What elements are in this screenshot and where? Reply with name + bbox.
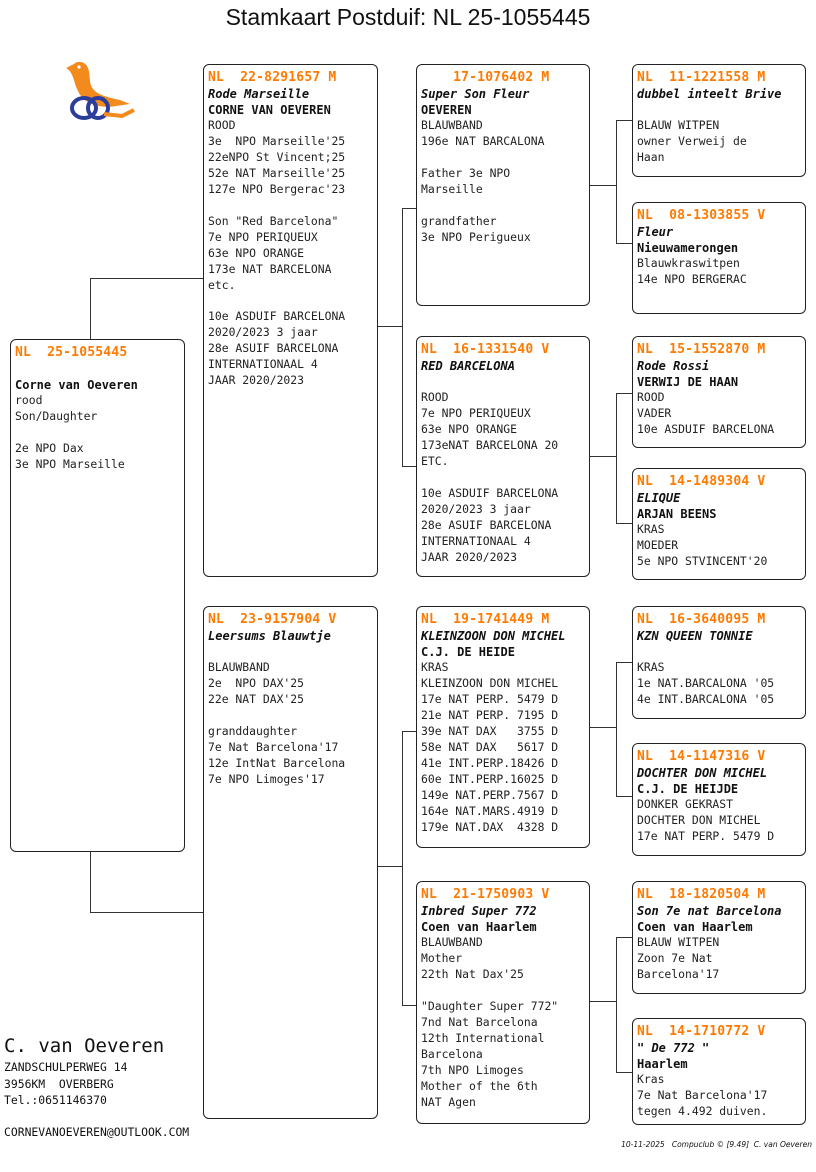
- owner-city: 3956KM OVERBERG: [4, 1077, 114, 1091]
- pigeon-name: DOCHTER DON MICHEL: [637, 766, 768, 780]
- ring-number: NL 11-1221558 M: [637, 70, 766, 85]
- owner-street: ZANDSCHULPERWEG 14: [4, 1060, 128, 1074]
- details: KRAS 1e NAT.BARCALONA '05 4e INT.BARCALONA '05: [637, 660, 775, 706]
- great-grandparent-card[interactable]: [632, 336, 806, 448]
- pigeon-name: Rode Rossi: [637, 359, 710, 373]
- connector-line: [402, 731, 416, 732]
- ring-number: NL 23-9157904 V: [208, 612, 337, 627]
- ring-number: NL 15-1552870 M: [637, 342, 766, 357]
- breeder: Coen van Haarlem: [421, 920, 537, 934]
- mother-card[interactable]: [203, 606, 378, 1119]
- ring-number: NL 16-3640095 M: [637, 612, 766, 627]
- ring-number: NL 14-1147316 V: [637, 749, 766, 764]
- breeder: [421, 374, 585, 390]
- details: BLAUW WITPEN Zoon 7e Nat Barcelona'17: [637, 935, 720, 981]
- ring-number: NL 21-1750903 V: [421, 887, 550, 902]
- page-title: Stamkaart Postduif: NL 25-1055445: [225, 4, 591, 30]
- connector-line: [402, 1005, 416, 1006]
- connector-line: [616, 393, 632, 394]
- breeder: [637, 102, 801, 118]
- connector-line: [589, 1001, 616, 1002]
- details: Kras 7e Nat Barcelona'17 tegen 4.492 duiven.: [637, 1072, 768, 1118]
- connector-line: [90, 912, 203, 913]
- pigeon-logo-icon: [58, 58, 138, 128]
- connector-line: [616, 120, 617, 243]
- ring-number: NL 19-1741449 M: [421, 612, 550, 627]
- details: ROOD 7e NPO PERIQUEUX 63e NPO ORANGE 173eNAT BARCELONA 20 ETC. 10e ASDUIF BARCELONA 2020/2023 3 jaar 28e ASUIF BARCELONA INTERNATIONAAL 4 JAAR 2020/2023: [421, 390, 559, 564]
- pigeon-name: Rode Marseille: [208, 87, 310, 101]
- connector-line: [402, 466, 416, 467]
- breeder: Corne van Oeveren: [15, 377, 138, 392]
- owner-phone: Tel.:0651146370: [4, 1093, 107, 1107]
- grandfather-maternal-card[interactable]: [416, 606, 590, 848]
- breeder: Haarlem: [637, 1057, 688, 1071]
- details: DONKER GEKRAST DOCHTER DON MICHEL 17e NAT PERP. 5479 D: [637, 797, 775, 843]
- grandfather-paternal-card[interactable]: [416, 64, 590, 306]
- pigeon-name: RED BARCELONA: [421, 359, 515, 373]
- pigeon-name: Super Son Fleur: [421, 87, 530, 101]
- details: Blauwkraswitpen 14e NPO BERGERAC: [637, 256, 747, 286]
- breeder: VERWIJ DE HAAN: [637, 375, 739, 389]
- connector-line: [616, 523, 632, 524]
- ring-number: 17-1076402 M: [421, 70, 550, 85]
- connector-line: [616, 120, 632, 121]
- ring-number: NL 08-1303855 V: [637, 208, 766, 223]
- details: rood Son/Daughter 2e NPO Dax 3e NPO Marseille: [15, 392, 125, 471]
- pigeon-card[interactable]: [10, 339, 185, 852]
- connector-line: [589, 185, 616, 186]
- breeder: OEVEREN: [421, 103, 472, 117]
- details: KRAS KLEINZOON DON MICHEL 17e NAT PERP. 5479 D 21e NAT PERP. 7195 D 39e NAT DAX 3755 D 58e NAT DAX 5617 D 41e INT.PERP.18426 D 60e INT.PERP.16025 D 149e NAT.PERP.7567 D 164e NAT.MARS.4919 D 179e NAT.DAX 4328 D: [421, 660, 559, 834]
- breeder: ARJAN BEENS: [637, 507, 717, 521]
- pigeon-name: KZN QUEEN TONNIE: [637, 629, 753, 643]
- connector-line: [616, 662, 617, 796]
- ring-number: NL 14-1710772 V: [637, 1024, 766, 1039]
- breeder: Nieuwamerongen: [637, 241, 739, 255]
- connector-line: [90, 852, 91, 912]
- ring-number: NL 22-8291657 M: [208, 70, 337, 85]
- details: BLAUWBAND 196e NAT BARCALONA Father 3e NPO Marseille grandfather 3e NPO Perigueux: [421, 118, 545, 244]
- owner-name: C. van Oeveren: [4, 1035, 165, 1057]
- father-card[interactable]: [203, 64, 378, 577]
- footer-credit: 10-11-2025 Compuclub © [9.49] C. van Oeveren: [621, 1140, 812, 1149]
- connector-line: [616, 796, 632, 797]
- owner-email[interactable]: CORNEVANOEVEREN@OUTLOOK.COM: [4, 1125, 190, 1139]
- pigeon-name: Son 7e nat Barcelona: [637, 904, 782, 918]
- great-grandparent-card[interactable]: [632, 468, 806, 580]
- pigeon-name: KLEINZOON DON MICHEL: [421, 629, 566, 643]
- connector-line: [402, 208, 403, 466]
- great-grandparent-card[interactable]: [632, 1018, 806, 1125]
- pigeon-name: Fleur: [637, 225, 674, 239]
- connector-line: [616, 243, 632, 244]
- pigeon-name: dubbel inteelt Brive: [637, 87, 782, 101]
- great-grandparent-card[interactable]: [632, 202, 806, 314]
- great-grandparent-card[interactable]: [632, 743, 806, 856]
- pigeon-name: " De 772 ": [637, 1041, 710, 1055]
- connector-line: [377, 866, 402, 867]
- connector-line: [377, 326, 402, 327]
- details: ROOD VADER 10e ASDUIF BARCELONA: [637, 390, 775, 436]
- details: KRAS MOEDER 5e NPO STVINCENT'20: [637, 522, 768, 568]
- connector-line: [90, 278, 91, 340]
- breeder: Coen van Haarlem: [637, 920, 753, 934]
- great-grandparent-card[interactable]: [632, 606, 806, 719]
- ring-number: NL 14-1489304 V: [637, 474, 766, 489]
- breeder: [208, 644, 373, 660]
- details: BLAUW WITPEN owner Verweij de Haan: [637, 118, 747, 164]
- pigeon-name: Inbred Super 772: [421, 904, 537, 918]
- ring-number: NL 25-1055445: [15, 345, 128, 360]
- connector-line: [589, 456, 616, 457]
- connector-line: [616, 937, 632, 938]
- great-grandparent-card[interactable]: [632, 64, 806, 177]
- connector-line: [402, 731, 403, 1005]
- details: ROOD 3e NPO Marseille'25 22eNPO St Vincent;25 52e NAT Marseille'25 127e NPO Bergerac'23 Son "Red Barcelona" 7e NPO PERIQUEUX 63e NPO ORANGE 173e NAT BARCELONA etc. 10e ASDUIF BARCELONA 2020/2023 3 jaar 28e ASUIF BARCELONA INTERNATIONAAL 4 JAAR 2020/2023: [208, 118, 346, 388]
- connector-line: [616, 662, 632, 663]
- connector-line: [616, 1072, 632, 1073]
- ring-number: NL 18-1820504 M: [637, 887, 766, 902]
- connector-line: [616, 937, 617, 1072]
- connector-line: [589, 727, 616, 728]
- breeder: C.J. DE HEIJDE: [637, 782, 739, 796]
- pigeon-name: Leersums Blauwtje: [208, 629, 331, 643]
- ring-number: NL 16-1331540 V: [421, 342, 550, 357]
- breeder: [637, 644, 801, 660]
- connector-line: [402, 208, 416, 209]
- details: BLAUWBAND Mother 22th Nat Dax'25 "Daughter Super 772" 7nd Nat Barcelona 12th International Barcelona 7th NPO Limoges Mother of the 6th NAT Agen: [421, 935, 559, 1109]
- breeder: CORNE VAN OEVEREN: [208, 103, 331, 117]
- grandmother-paternal-card[interactable]: [416, 336, 590, 577]
- connector-line: [616, 393, 617, 523]
- grandmother-maternal-card[interactable]: [416, 881, 590, 1124]
- pigeon-name: ELIQUE: [637, 491, 681, 505]
- connector-line: [90, 278, 203, 279]
- breeder: C.J. DE HEIDE: [421, 645, 515, 659]
- great-grandparent-card[interactable]: [632, 881, 806, 994]
- details: BLAUWBAND 2e NPO DAX'25 22e NAT DAX'25 granddaughter 7e Nat Barcelona'17 12e IntNat Barcelona 7e NPO Limoges'17: [208, 660, 346, 786]
